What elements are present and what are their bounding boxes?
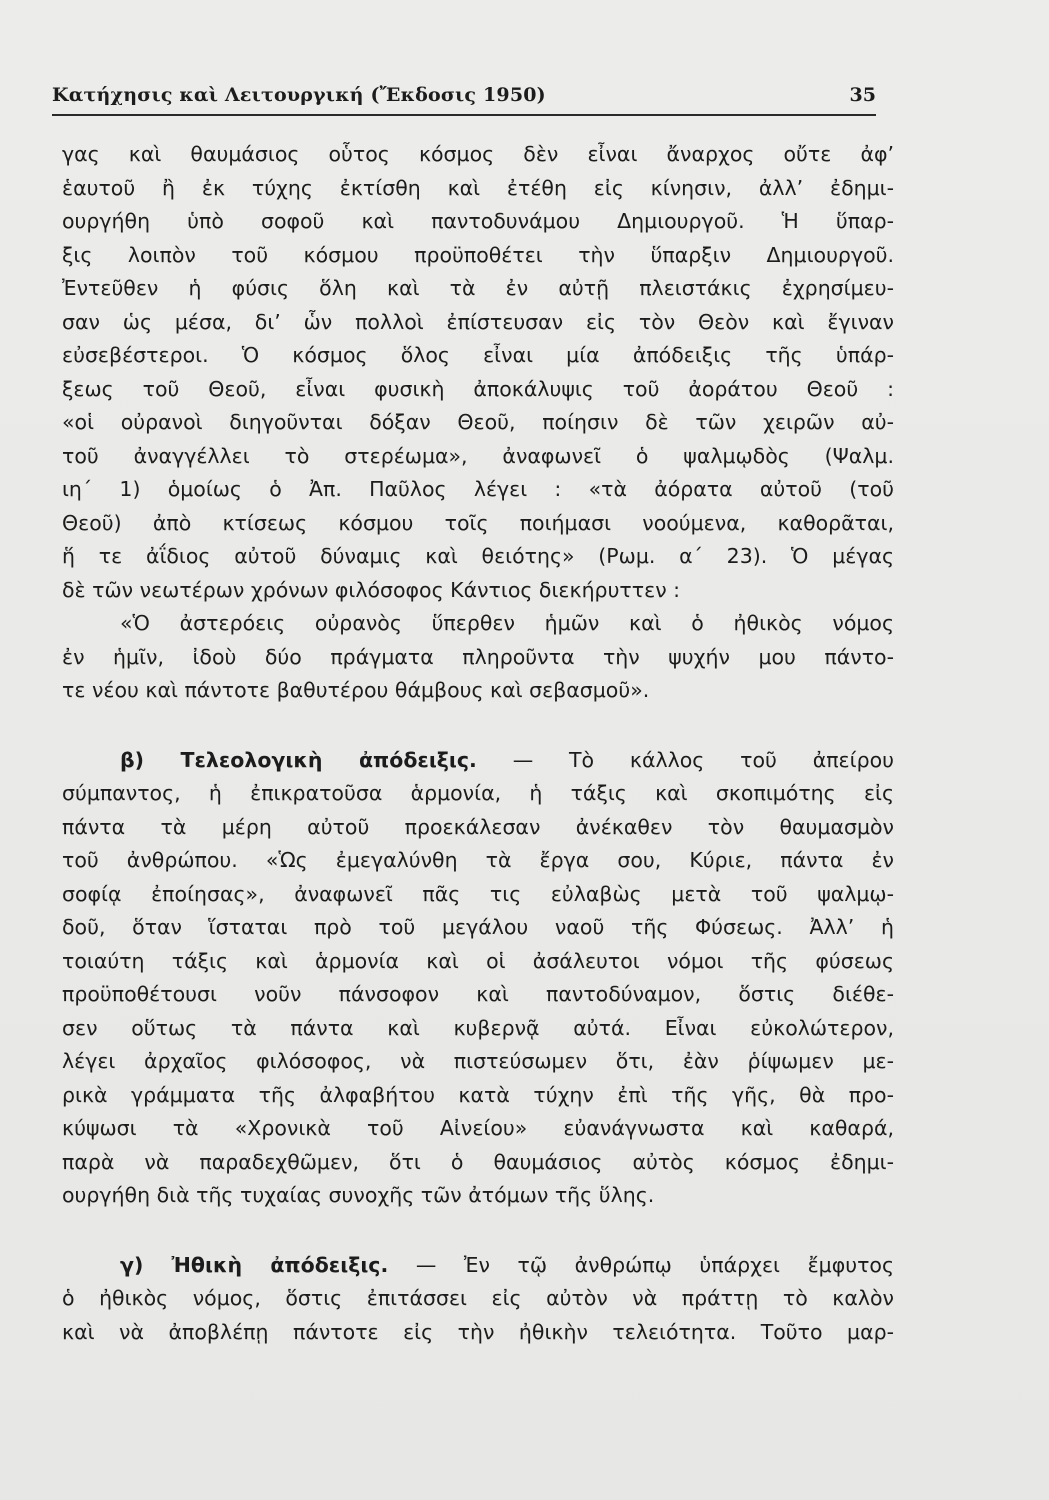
header-title: Κατήχησις καὶ Λειτουργική (Ἔκδοσις 1950) bbox=[52, 84, 546, 106]
text-line: δοῦ, ὅταν ἵσταται πρὸ τοῦ μεγάλου ναοῦ τῆς Φύσεως. Ἀλλ’ ἡ bbox=[62, 915, 894, 939]
text-line: σύμπαντος, ἡ ἐπικρατοῦσα ἁρμονία, ἡ τάξις καὶ σκοπιμότης εἰς bbox=[62, 781, 894, 805]
text-line: σοφίᾳ ἐποίησας», ἀναφωνεῖ πᾶς τις εὐλαβὼς μετὰ τοῦ ψαλμῳ- bbox=[62, 881, 894, 906]
text-line: ἐν ἡμῖν, ἰδοὺ δύο πράγματα πληροῦντα τὴν ψυχήν μου πάντο- bbox=[62, 644, 894, 669]
text-line: «Ὁ ἀστερόεις οὐρανὸς ὕπερθεν ἡμῶν καὶ ὁ ἠθικὸς νόμος bbox=[120, 611, 894, 635]
section-heading-beta: β) Τελεολογικὴ ἀπόδειξις. bbox=[120, 747, 477, 772]
heading-continuation: — Ἐν τῷ ἀνθρώπῳ ὑπάρχει ἔμφυτος bbox=[415, 1252, 894, 1277]
text-line: ουργήθη ὑπὸ σοφοῦ καὶ παντοδυνάμου Δημιουργοῦ. Ἡ ὕπαρ- bbox=[62, 209, 894, 233]
text-line: ἥ τε ἀΐδιος αὐτοῦ δύναμις καὶ θειότης» (Ρωμ. α΄ 23). Ὁ μέγας bbox=[62, 544, 894, 568]
header-rule bbox=[52, 114, 876, 116]
text-line: τοῦ ἀναγγέλλει τὸ στερέωμα», ἀναφωνεῖ ὁ ψαλμῳδὸς (Ψαλμ. bbox=[62, 443, 894, 468]
text-line: ρικὰ γράμματα τῆς ἀλφαβήτου κατὰ τύχην ἐπὶ τῆς γῆς, θὰ προ- bbox=[62, 1082, 894, 1107]
heading-continuation: — Τὸ κάλλος τοῦ ἀπείρου bbox=[512, 747, 894, 772]
text-line: προϋποθέτουσι νοῦν πάνσοφον καὶ παντοδύναμον, ὅστις διέθε- bbox=[62, 982, 894, 1006]
section-heading-gamma: γ) Ἠθικὴ ἀπόδειξις. bbox=[120, 1252, 389, 1277]
text-line: ὁ ἠθικὸς νόμος, ὅστις ἐπιτάσσει εἰς αὐτὸν νὰ πράττῃ τὸ καλὸν bbox=[62, 1286, 894, 1310]
section-gap bbox=[62, 708, 894, 744]
text-line: ξις λοιπὸν τοῦ κόσμου προϋποθέτει τὴν ὕπαρξιν Δημιουργοῦ. bbox=[62, 242, 894, 267]
text-line bbox=[62, 744, 894, 778]
text-line: Ἐντεῦθεν ἡ φύσις ὅλη καὶ τὰ ἐν αὐτῇ πλειστάκις ἐχρησίμευ- bbox=[62, 276, 894, 300]
text-line: ξεως τοῦ Θεοῦ, εἶναι φυσικὴ ἀποκάλυψις τοῦ ἀοράτου Θεοῦ : bbox=[62, 376, 894, 401]
text-line: τοῦ ἀνθρώπου. «Ὡς ἐμεγαλύνθη τὰ ἔργα σου, Κύριε, πάντα ἐν bbox=[62, 848, 894, 872]
text-line: ιη΄ 1) ὁμοίως ὁ Ἀπ. Παῦλος λέγει : «τὰ ἀόρατα αὐτοῦ (τοῦ bbox=[62, 477, 894, 501]
text-line: πάντα τὰ μέρη αὐτοῦ προεκάλεσαν ἀνέκαθεν τὸν θαυμασμὸν bbox=[62, 814, 894, 839]
text-line bbox=[62, 1249, 894, 1283]
running-header bbox=[52, 80, 876, 112]
text-line: κύψωσι τὰ «Χρονικὰ τοῦ Αἰνείου» εὐανάγνωστα καὶ καθαρά, bbox=[62, 1116, 894, 1140]
paragraph-4-moral bbox=[62, 1249, 894, 1350]
paragraph-2-quote bbox=[62, 607, 894, 708]
text-line: «οἱ οὐρανοὶ διηγοῦνται δόξαν Θεοῦ, ποίησιν δὲ τῶν χειρῶν αὐ- bbox=[62, 410, 894, 434]
text-line: εὐσεβέστεροι. Ὁ κόσμος ὅλος εἶναι μία ἀπόδειξις τῆς ὑπάρ- bbox=[62, 343, 894, 367]
text-line: παρὰ νὰ παραδεχθῶμεν, ὅτι ὁ θαυμάσιος αὐτὸς κόσμος ἐδημι- bbox=[62, 1149, 894, 1174]
text-line: τε νέου καὶ πάντοτε βαθυτέρου θάμβους καὶ σεβασμοῦ». bbox=[62, 678, 650, 702]
text-line: σεν οὕτως τὰ πάντα καὶ κυβερνᾷ αὐτά. Εἶναι εὐκολώτερον, bbox=[62, 1015, 894, 1040]
text-line: ουργήθη διὰ τῆς τυχαίας συνοχῆς τῶν ἀτόμων τῆς ὕλης. bbox=[62, 1183, 655, 1207]
text-line: καὶ νὰ ἀποβλέπῃ πάντοτε εἰς τὴν ἠθικὴν τελειότητα. Τοῦτο μαρ- bbox=[62, 1319, 894, 1344]
text-line: δὲ τῶν νεωτέρων χρόνων φιλόσοφος Κάντιος διεκήρυττεν : bbox=[62, 577, 681, 602]
text-line: λέγει ἀρχαῖος φιλόσοφος, νὰ πιστεύσωμεν ὅτι, ἐὰν ῥίψωμεν με- bbox=[62, 1049, 894, 1073]
text-line: σαν ὡς μέσα, δι’ ὧν πολλοὶ ἐπίστευσαν εἰς τὸν Θεὸν καὶ ἔγιναν bbox=[62, 309, 894, 334]
text-line: Θεοῦ) ἀπὸ κτίσεως κόσμου τοῖς ποιήμασι νοούμενα, καθορᾶται, bbox=[62, 510, 894, 535]
body-text bbox=[62, 138, 894, 1349]
paragraph-3-teleological bbox=[62, 744, 894, 1213]
text-line: τοιαύτη τάξις καὶ ἁρμονία καὶ οἱ ἀσάλευτοι νόμοι τῆς φύσεως bbox=[62, 948, 894, 973]
section-gap bbox=[62, 1213, 894, 1249]
page-number: 35 bbox=[849, 84, 876, 106]
text-line: γας καὶ θαυμάσιος οὗτος κόσμος δὲν εἶναι ἄναρχος οὔτε ἀφ’ bbox=[62, 142, 894, 166]
text-line: ἑαυτοῦ ἢ ἐκ τύχης ἐκτίσθη καὶ ἐτέθη εἰς κίνησιν, ἀλλ’ ἐδημι- bbox=[62, 175, 894, 200]
paragraph-1 bbox=[62, 138, 894, 607]
